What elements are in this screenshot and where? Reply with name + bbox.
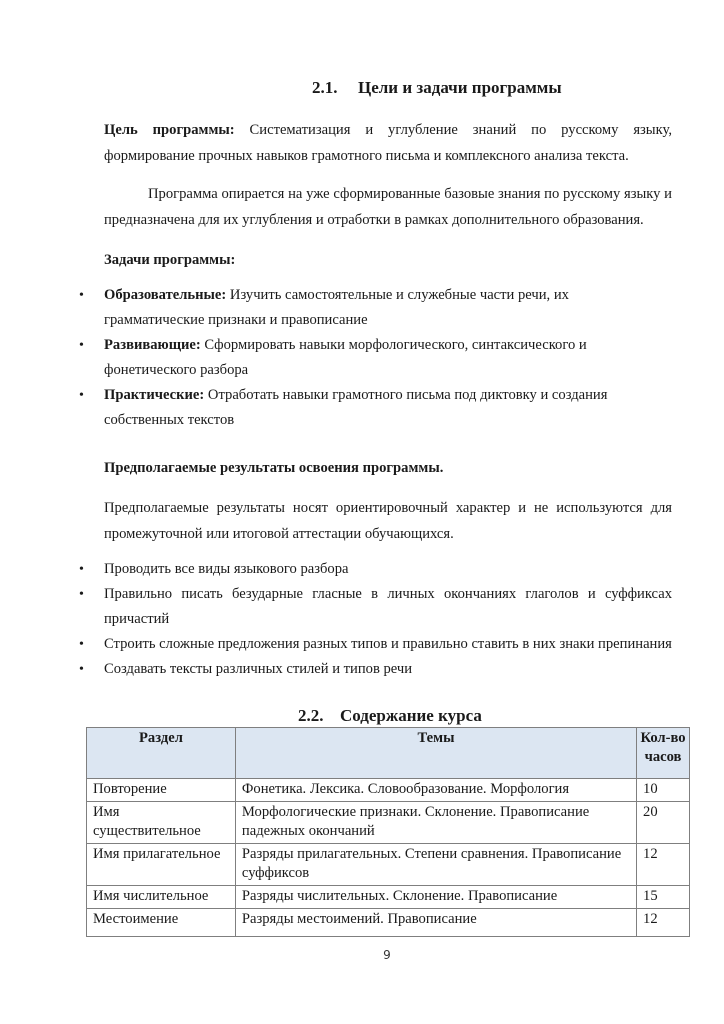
section-title: Содержание курса: [340, 706, 482, 725]
task-label: Развивающие:: [104, 337, 201, 353]
cell-section: Повторение: [87, 779, 236, 802]
task-text-cont: фонетического разбора: [104, 362, 249, 378]
result-text: Создавать тексты различных стилей и типов речи: [104, 661, 413, 677]
result-text: Проводить все виды языкового разбора: [104, 561, 349, 577]
section-heading-2-2: [298, 706, 482, 726]
goal-label: Цель программы:: [104, 122, 235, 138]
result-item: [78, 582, 672, 632]
cell-hours: 12: [637, 844, 690, 886]
section-number: 2.1.: [312, 78, 338, 97]
cell-section: Имя существительное: [87, 802, 236, 844]
table-row: [87, 909, 690, 937]
task-item-developing: [78, 333, 672, 383]
cell-topics: Морфологические признаки. Склонение. Правописание падежных окончаний: [235, 802, 636, 844]
result-text: Строить сложные предложения разных типов и правильно ставить в них знаки препинания: [104, 636, 672, 652]
table-row: [87, 779, 690, 802]
table-row: [87, 802, 690, 844]
task-text: Отработать навыки грамотного письма под диктовку и создания: [204, 387, 608, 403]
task-text-cont: собственных текстов: [104, 412, 235, 428]
section-number: 2.2.: [298, 706, 324, 725]
results-paragraph: Предполагаемые результаты носят ориентировочный характер и не используются для промежуточной или итоговой аттестации обучающихся.: [104, 500, 672, 542]
tasks-list: [78, 283, 672, 433]
goal-text-1: Систематизация и углубление знаний по русскому языку,: [234, 122, 672, 138]
bullet-icon: •: [79, 388, 84, 403]
column-header-topics: Темы: [235, 728, 636, 779]
cell-section: Имя прилагательное: [87, 844, 236, 886]
bullet-icon: •: [79, 587, 84, 602]
bullet-icon: •: [79, 338, 84, 353]
result-item: [78, 632, 672, 657]
course-content-table: [86, 727, 690, 937]
cell-section: Имя числительное: [87, 886, 236, 909]
cell-hours: 15: [637, 886, 690, 909]
task-item-practical: [78, 383, 672, 433]
goal-line-1: [104, 117, 672, 143]
result-item: [78, 557, 672, 582]
task-label: Практические:: [104, 387, 205, 403]
bullet-icon: •: [79, 637, 84, 652]
result-text: Правильно писать безударные гласные в личных окончаниях глаголов и суффиксах причастий: [104, 586, 672, 627]
goal-paragraph: [104, 117, 672, 169]
page-number: 9: [383, 948, 391, 962]
task-text: Изучить самостоятельные и служебные части речи, их: [226, 287, 569, 303]
cell-section: Местоимение: [87, 909, 236, 937]
cell-topics: Разряды прилагательных. Степени сравнения. Правописание суффиксов: [235, 844, 636, 886]
cell-topics: Разряды местоимений. Правописание: [235, 909, 636, 937]
cell-hours: 10: [637, 779, 690, 802]
result-item: [78, 657, 672, 682]
table-row: [87, 886, 690, 909]
results-heading: Предполагаемые результаты освоения программы.: [104, 460, 444, 476]
cell-topics: Разряды числительных. Склонение. Правописание: [235, 886, 636, 909]
column-header-hours: Кол-во часов: [637, 728, 690, 779]
bullet-icon: •: [79, 288, 84, 303]
task-text: Сформировать навыки морфологического, синтаксического и: [200, 337, 587, 353]
section-heading-2-1: [312, 78, 562, 98]
bullet-icon: •: [79, 562, 84, 577]
cell-hours: 20: [637, 802, 690, 844]
tasks-heading: Задачи программы:: [104, 252, 236, 268]
goal-line-2: формирование прочных навыков грамотного письма и комплексного анализа текста.: [104, 148, 629, 164]
results-list: [78, 557, 672, 682]
section-title: Цели и задачи программы: [358, 78, 562, 97]
cell-topics: Фонетика. Лексика. Словообразование. Морфология: [235, 779, 636, 802]
table-header-row: [87, 728, 690, 779]
task-text-cont: грамматические признаки и правописание: [104, 312, 368, 328]
table-row: [87, 844, 690, 886]
column-header-section: Раздел: [87, 728, 236, 779]
bullet-icon: •: [79, 662, 84, 677]
intro-paragraph: Программа опирается на уже сформированные базовые знания по русскому языку и предназначена для их углубления и отработки в рамках дополнительного образования.: [104, 186, 672, 228]
task-item-educational: [78, 283, 672, 333]
task-label: Образовательные:: [104, 287, 227, 303]
cell-hours: 12: [637, 909, 690, 937]
